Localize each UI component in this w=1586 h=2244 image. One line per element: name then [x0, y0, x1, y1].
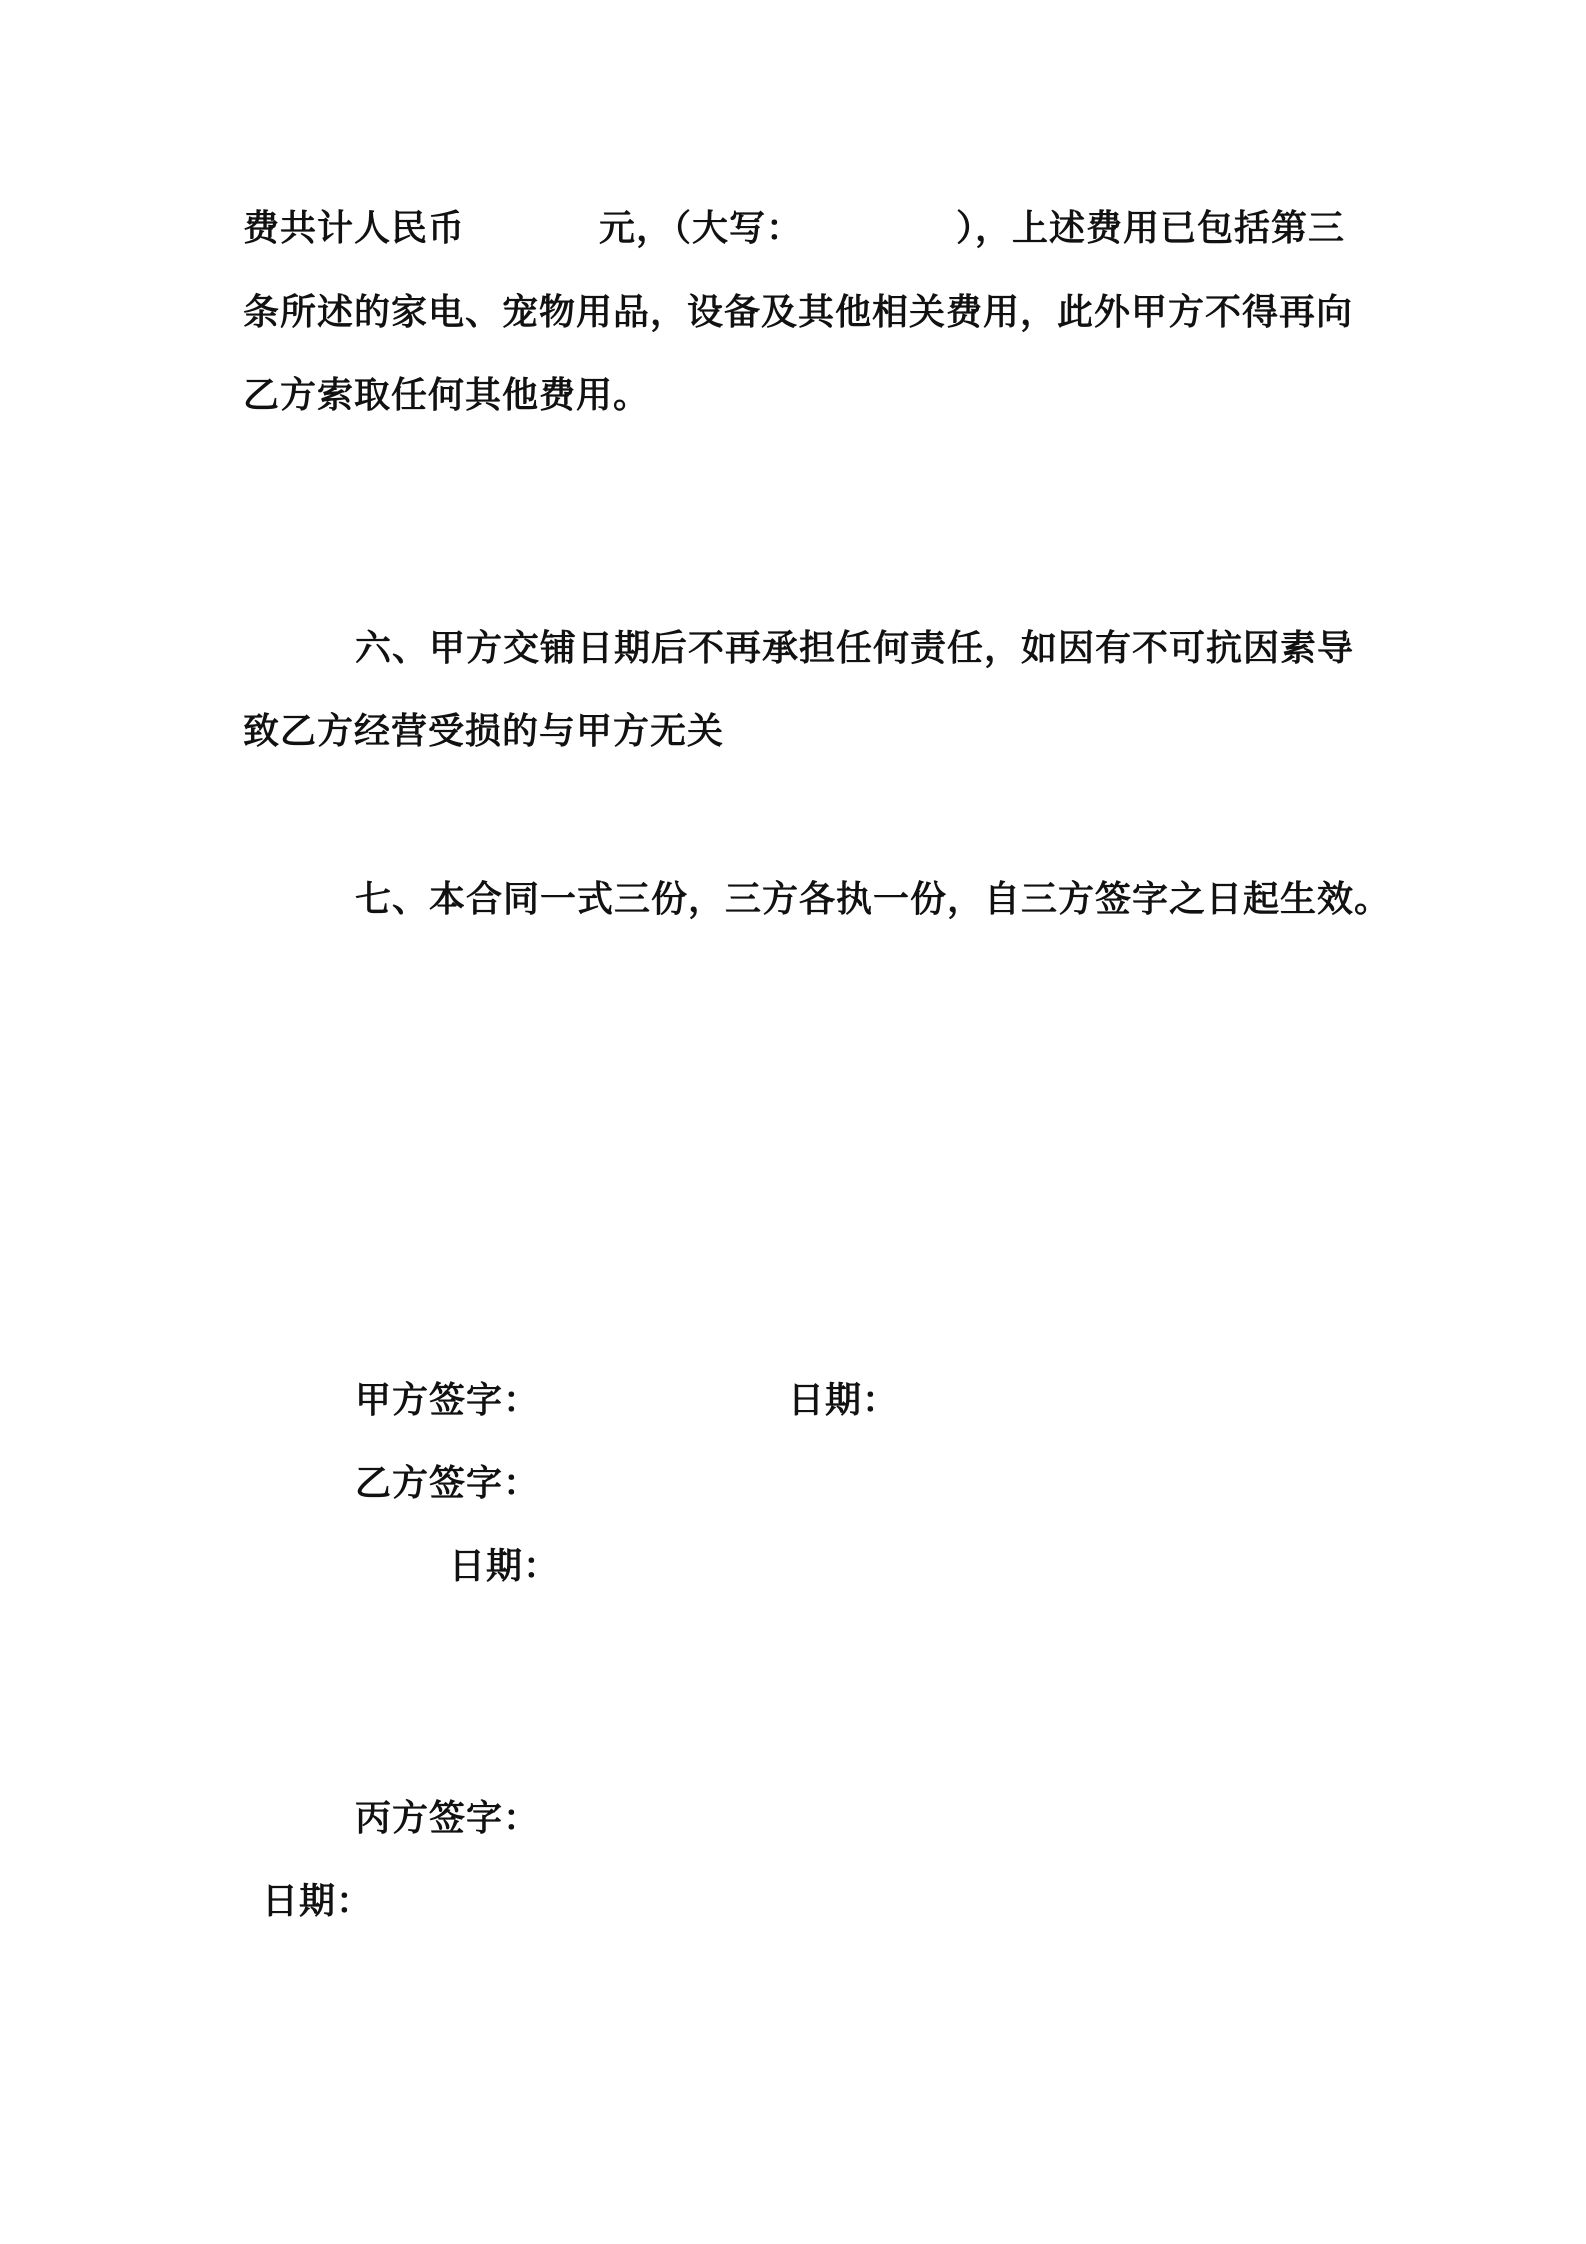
- fee-line-3: 乙方索取任何其他费用。: [243, 375, 651, 416]
- party-a-signature-label: 甲方签字：: [355, 1380, 541, 1421]
- party-a-date-label: 日期：: [788, 1380, 900, 1421]
- clause-seven-line-1: 七、本合同一式三份，三方各执一份，自三方签字之日起生效。: [355, 879, 1392, 920]
- fee-line-2: 条所述的家电、宠物用品，设备及其他相关费用，此外甲方不得再向: [243, 292, 1354, 333]
- party-b-date-label: 日期：: [449, 1546, 561, 1587]
- party-b-signature-label: 乙方签字：: [355, 1463, 541, 1504]
- fee-amount-label: 费共计人民币: [243, 208, 466, 249]
- party-c-date-label: 日期：: [262, 1881, 374, 1922]
- clause-six-line-2: 致乙方经营受损的与甲方无关: [243, 711, 725, 752]
- fee-included-text: ），上述费用已包括第三: [956, 208, 1346, 249]
- clause-six-line-1: 六、甲方交铺日期后不再承担任何责任，如因有不可抗因素导: [355, 628, 1355, 669]
- party-c-signature-label: 丙方签字：: [355, 1798, 541, 1839]
- fee-uppercase-label: 元，（大写：: [599, 208, 804, 249]
